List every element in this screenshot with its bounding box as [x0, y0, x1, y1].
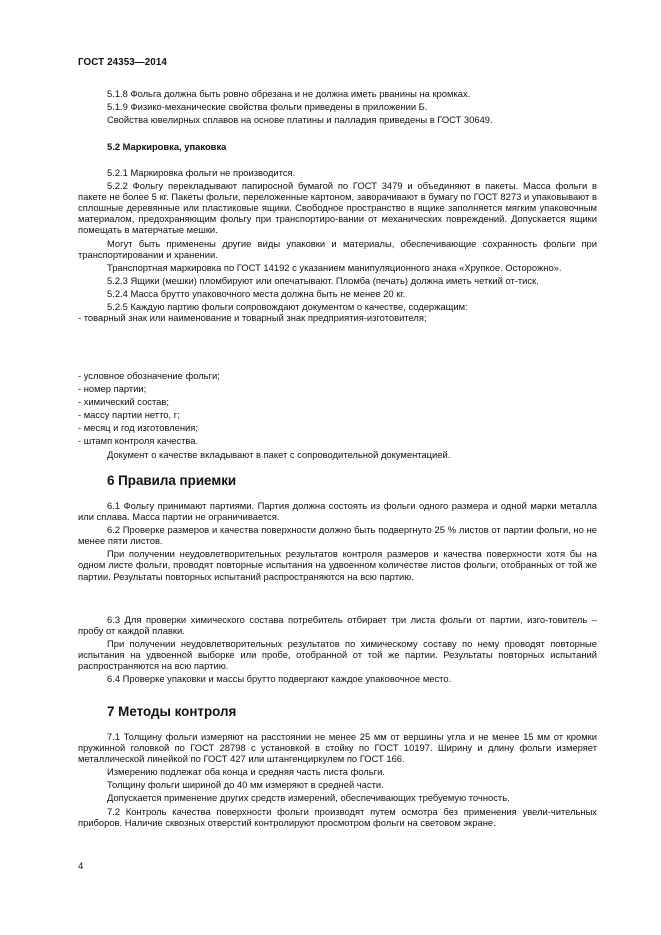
section-title: 6 Правила приемки [107, 473, 237, 488]
paragraph: 6.2 Проверке размеров и качества поверхности должно быть подвергнуто 25 % листов от партии фольги, но не менее пяти листов. [78, 524, 597, 547]
list-item: - месяц и год изготовления; [78, 422, 198, 434]
paragraph: 5.2.5 Каждую партию фольги сопровождают документом о качестве, содержащим: [107, 301, 468, 313]
section-title: 7 Методы контроля [107, 704, 237, 719]
paragraph: Допускается применение других средств измерений, обеспечивающих требуемую точность. [107, 792, 510, 804]
list-item: - товарный знак или наименование и товарный знак предприятия-изготовителя; [78, 312, 427, 324]
paragraph: Документ о качестве вкладывают в пакет с сопроводительной документацией. [107, 448, 451, 460]
list-item: - массу партии нетто, г; [78, 409, 180, 421]
paragraph: 6.3 Для проверки химического состава потребитель отбирает три листа фольги от партии, изго-товитель – пробу от каждой плавки. [78, 614, 597, 637]
paragraph: Транспортная маркировка по ГОСТ 14192 с указанием манипуляционного знака «Хрупкое. Осторожно». [107, 261, 562, 273]
paragraph: 5.1.9 Физико-механические свойства фольги приведены в приложении Б. [107, 101, 428, 113]
section-7 [78, 704, 597, 719]
list-item: - условное обозначение фольги; [78, 370, 220, 381]
page-number: 4 [78, 861, 84, 872]
paragraph: 7.2 Контроль качества поверхности фольги производят путем осмотра без применения увели-чительных приборов. Наличие сквозных отверстий контролируют просмотром фольги на световом экране. [78, 805, 597, 828]
document-code: ГОСТ 24353—2014 [78, 57, 167, 68]
list-item: - штамп контроля качества. [78, 435, 199, 447]
section-title: 5.2 Маркировка, упаковка [107, 141, 227, 152]
paragraph: 5.1.8 Фольга должна быть ровно обрезана и не должна иметь рванины на кромках. [107, 88, 471, 99]
paragraph: Могут быть применены другие виды упаковки и материалы, обеспечивающие сохранность фольги при транспортировании и хранении. [78, 237, 597, 260]
paragraph: 5.2.1 Маркировка фольги не производится. [107, 167, 296, 178]
block-5-1 [78, 88, 597, 125]
paragraph: 5.2.2 Фольгу перекладывают папиросной бумагой по ГОСТ 3479 и объединяют в пакеты. Масса фольги в пакете не более 5 кг. Пакеты фольги, переложенные картоном, заворачивают в бумагу по ГОСТ 8273 и упаковывают в сплошные деревянные или пластиковые ящики. Свободное пространство в ящике заполняется мягким упаковочным материалом, предохраняющим фольгу при транспортиро-вании от механических повреждений. Допускается ящики помещать в матерчатые мешки. [78, 180, 597, 236]
section-7-body [78, 731, 597, 828]
section-5-2 [78, 141, 597, 152]
paragraph: Толщину фольги шириной до 40 мм измеряют в средней части. [107, 779, 384, 791]
paragraph: При получении неудовлетворительных результатов по химическому составу по нему проводят повторные испытания на удвоенной выборке или пробе, отобранной от той же партии. Результаты повторных испытаний распространяются на всю партию. [78, 638, 597, 672]
paragraph: 5.2.4 Масса брутто упаковочного места должна быть не менее 20 кг. [107, 287, 406, 299]
list-item: - номер партии; [78, 383, 147, 395]
paragraph: 6.1 Фольгу принимают партиями. Партия должна состоять из фольги одного размера и одной марки металла или сплава. Масса партии не ограничивается. [78, 500, 597, 523]
paragraph: 6.4 Проверке упаковки и массы брутто подвергают каждое упаковочное место. [107, 673, 452, 685]
section-5-2-body [78, 167, 597, 323]
section-6-body [78, 500, 597, 582]
paragraph: Измерению подлежат оба конца и средняя часть листа фольги. [107, 766, 385, 778]
quality-document-list [78, 370, 597, 460]
paragraph: 7.1 Толщину фольги измеряют на расстоянии не менее 25 мм от вершины угла и не менее 15 мм от кромки пружинной головкой по ГОСТ 28798 с установкой в стойку по ГОСТ 10197. Ширину и длину фольги измеряет металлической линейкой по ГОСТ 427 или штангенциркулем по ГОСТ 166. [78, 731, 597, 765]
paragraph: При получении неудовлетворительных результатов контроля размеров и качества поверхности хотя бы на одном листе фольги, проводят повторные испытания на удвоенном количестве листов фольги, отобранных от той же партии. Результаты повторных испытаний распространяются на всю партию. [78, 548, 597, 582]
paragraph: Свойства ювелирных сплавов на основе платины и палладия приведены в ГОСТ 30649. [107, 114, 493, 126]
list-item: - химический состав; [78, 396, 169, 408]
section-6-body-continued [78, 614, 597, 685]
paragraph: 5.2.3 Ящики (мешки) пломбируют или опечатывают. Пломба (печать) должна иметь четкий от-тиск. [107, 274, 539, 286]
section-6 [78, 473, 597, 488]
